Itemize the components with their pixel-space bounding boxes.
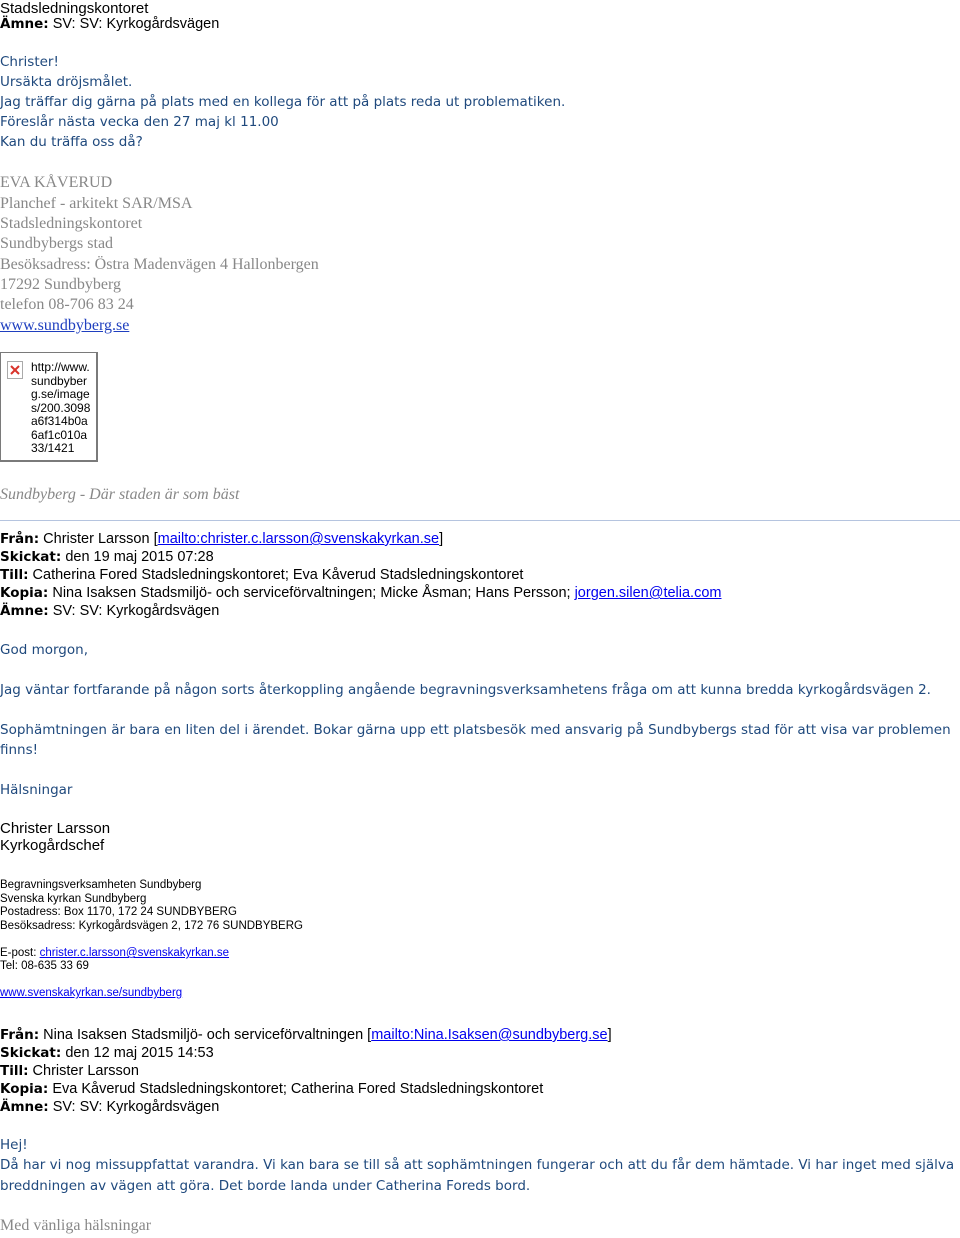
signature-website-link[interactable]: www.sundbyberg.se [0,317,130,334]
reply1-line: Jag träffar dig gärna på plats med en kollega för att på plats reda ut problematiken. [0,94,566,110]
mail2-subject: Ämne: SV: SV: Kyrkogårdsvägen [0,603,220,619]
signature-line: Besöksadress: Östra Madenvägen 4 Hallonbergen [0,256,319,273]
mail3-from: Från: Nina Isaksen Stadsmiljö- och serviceförvaltningen [mailto:Nina.Isaksen@sundbyberg.se] [0,1027,612,1043]
mail2-closing: Hälsningar [0,782,73,798]
signature-line: Planchef - arkitekt SAR/MSA [0,195,193,212]
mail2-cc-link[interactable]: jorgen.silen@telia.com [574,585,722,601]
header-divider [0,520,960,521]
signature-email-link[interactable]: christer.c.larsson@svenskakyrkan.se [39,947,229,959]
mail3-sent: Skickat: den 12 maj 2015 14:53 [0,1045,214,1061]
signature-org-line: Begravningsverksamheten Sundbyberg [0,879,202,891]
signature-org-line: Svenska kyrkan Sundbyberg [0,893,147,905]
mail3-line: breddningen av vägen att göra. Det borde landa under Catherina Foreds bord. [0,1178,531,1194]
mail2-para: Jag väntar fortfarande på någon sorts återkoppling angående begravningsverksamhetens fråga om att kunna bredda kyrkogårdsvägen 2. [0,682,931,698]
signature-org-line: Postadress: Box 1170, 172 24 SUNDBYBERG [0,906,237,918]
image-alt-text: http://www.sundbyberg.se/images/200.3098a6f314b0a6af1c010a33/1421 [31,360,91,455]
broken-image-icon [7,361,23,379]
signature-org-line: Besöksadress: Kyrkogårdsvägen 2, 172 76 SUNDBYBERG [0,920,303,932]
mail3-greeting: Hej! [0,1137,28,1153]
top-subject: Ämne: SV: SV: Kyrkogårdsvägen [0,16,220,32]
signature-title: Kyrkogårdschef [0,837,105,854]
mail3-cc: Kopia: Eva Kåverud Stadsledningskontoret; Catherina Fored Stadsledningskontoret [0,1081,544,1097]
signature-website-link[interactable]: www.svenskakyrkan.se/sundbyberg [0,987,183,999]
mail2-to: Till: Catherina Fored Stadsledningskontoret; Eva Kåverud Stadsledningskontoret [0,567,524,583]
mail2-from: Från: Christer Larsson [mailto:christer.c.larsson@svenskakyrkan.se] [0,531,444,547]
mail3-line: Då har vi nog missuppfattat varandra. Vi kan bara se till så att sophämtningen fungerar och att du får dem hämtade. Vi har inget med själva [0,1157,955,1173]
signature-slogan: Sundbyberg - Där staden är som bäst [0,486,240,503]
top-line: Stadsledningskontoret [0,0,149,17]
signature-line: Stadsledningskontoret [0,215,143,232]
signature-name: EVA KÅVERUD [0,174,113,191]
mail2-sent: Skickat: den 19 maj 2015 07:28 [0,549,214,565]
mail3-from-link[interactable]: mailto:Nina.Isaksen@sundbyberg.se [371,1027,608,1043]
mail2-from-link[interactable]: mailto:christer.c.larsson@svenskakyrkan.se [157,531,440,547]
mail2-para: Sophämtningen är bara en liten del i ärendet. Bokar gärna upp ett platsbesök med ansvarig på Sundbybergs stad för att visa var problemen [0,722,951,738]
signature-name: Christer Larsson [0,820,111,837]
mail3-subject: Ämne: SV: SV: Kyrkogårdsvägen [0,1099,220,1115]
signature-line: 17292 Sundbyberg [0,276,122,293]
mail3-to: Till: Christer Larsson [0,1063,139,1079]
mail2-para: finns! [0,742,39,758]
signature-email: E-post: christer.c.larsson@svenskakyrkan.se [0,947,229,959]
reply1-line: Christer! [0,54,59,70]
broken-image [0,352,98,462]
signature-line: Sundbybergs stad [0,235,114,252]
mail2-cc: Kopia: Nina Isaksen Stadsmiljö- och serviceförvaltningen; Micke Åsman; Hans Persson; jorgen.silen@telia.com [0,585,722,601]
reply1-line: Föreslår nästa vecka den 27 maj kl 11.00 [0,114,279,130]
mail2-greeting: God morgon, [0,642,88,658]
reply1-line: Kan du träffa oss då? [0,134,143,150]
reply1-line: Ursäkta dröjsmålet. [0,74,133,90]
mail3-closing: Med vänliga hälsningar [0,1217,152,1234]
signature-line: telefon 08-706 83 24 [0,296,134,313]
signature-tel: Tel: 08-635 33 69 [0,960,89,972]
